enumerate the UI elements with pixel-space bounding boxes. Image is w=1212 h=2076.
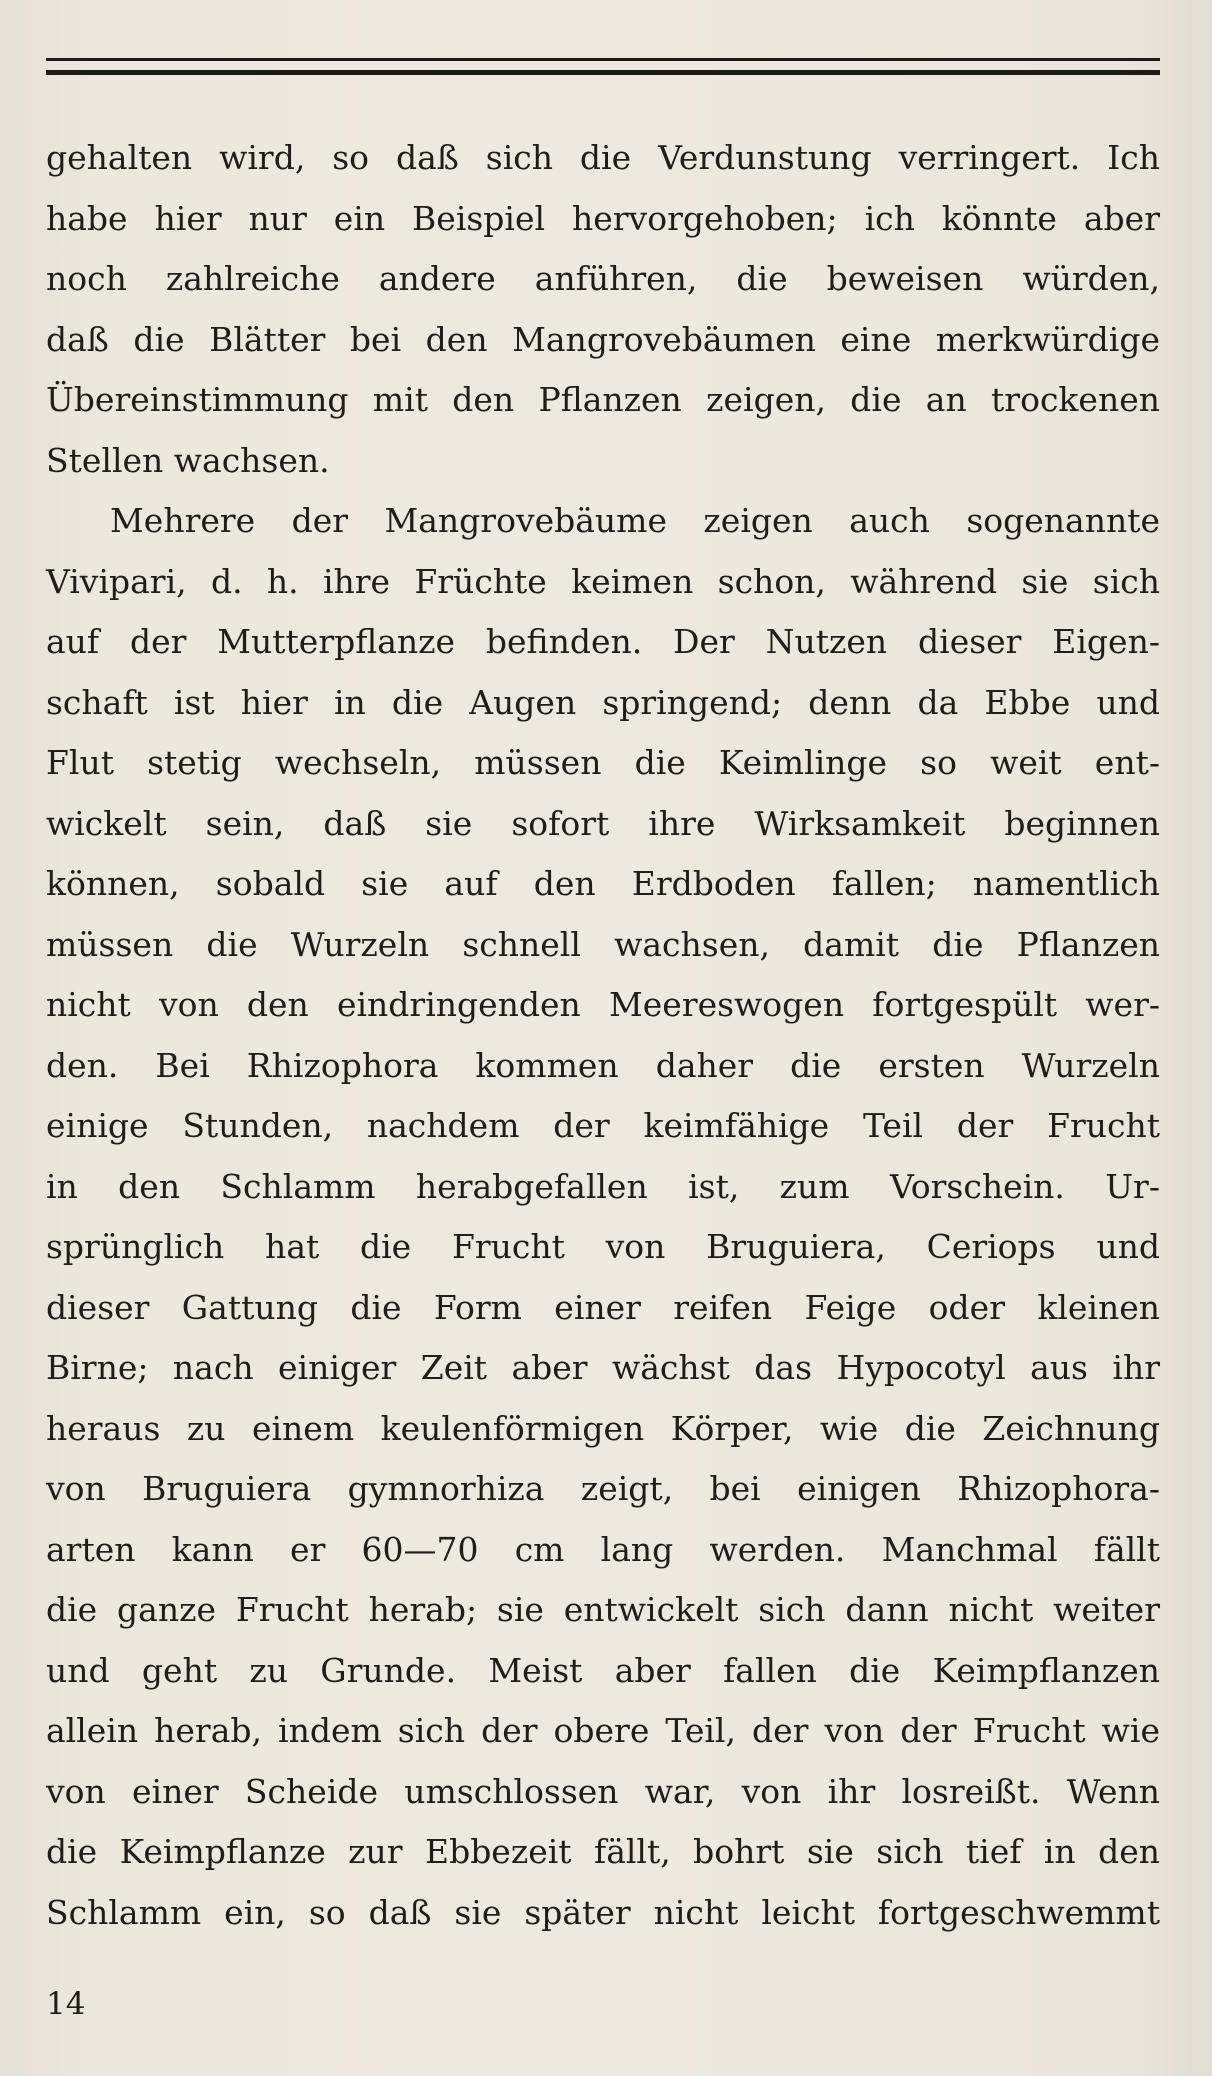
text-line: allein herab, indem sich der obere Teil, der von der Frucht wie	[46, 1711, 1160, 1750]
text-line: Schlamm ein, so daß sie später nicht leicht fortgeschwemmt	[46, 1892, 1160, 1932]
text-line: arten kann er 60—70 cm lang werden. Manchmal fällt	[46, 1529, 1160, 1569]
text-line: daß die Blätter bei den Mangrovebäumen eine merkwürdige	[46, 319, 1160, 359]
text-line: können, sobald sie auf den Erdboden fallen; namentlich	[46, 864, 1160, 903]
text-line: gehalten wird, so daß sich die Verdunstung verringert. Ich	[46, 138, 1160, 177]
text-line: Vivipari, d. h. ihre Früchte keimen schon, während sie sich	[46, 561, 1160, 601]
text-line: Stellen wachsen.	[46, 440, 330, 480]
text-line: von Bruguiera gymnorhiza zeigt, bei einigen Rhizophora-	[46, 1469, 1160, 1508]
text-line: in den Schlamm herabgefallen ist, zum Vorschein. Ur-	[46, 1166, 1160, 1206]
page-number: 14	[46, 1986, 86, 2022]
header-rule-top	[46, 58, 1160, 61]
text-line: die Keimpflanze zur Ebbezeit fällt, bohrt sie sich tief in den	[46, 1832, 1160, 1871]
text-line: Birne; nach einiger Zeit aber wächst das Hypocotyl aus ihr	[46, 1348, 1160, 1387]
text-line: den. Bei Rhizophora kommen daher die ersten Wurzeln	[46, 1045, 1160, 1085]
text-line: Mehrere der Mangrovebäume zeigen auch sogenannte	[110, 501, 1160, 540]
body-text	[46, 128, 1160, 1943]
text-line: müssen die Wurzeln schnell wachsen, damit die Pflanzen	[46, 924, 1160, 964]
text-line: und geht zu Grunde. Meist aber fallen die Keimpflanzen	[46, 1650, 1160, 1690]
text-line: Flut stetig wechseln, müssen die Keimlinge so weit ent-	[46, 743, 1160, 782]
text-line: von einer Scheide umschlossen war, von ihr losreißt. Wenn	[46, 1771, 1160, 1811]
text-line: auf der Mutterpflanze befinden. Der Nutzen dieser Eigen-	[46, 622, 1160, 661]
text-line: einige Stunden, nachdem der keimfähige Teil der Frucht	[46, 1106, 1160, 1145]
header-rule-bottom	[46, 70, 1160, 75]
text-line: sprünglich hat die Frucht von Bruguiera, Ceriops und	[46, 1227, 1160, 1266]
text-line: habe hier nur ein Beispiel hervorgehoben; ich könnte aber	[46, 198, 1160, 238]
text-line: Übereinstimmung mit den Pflanzen zeigen, die an trockenen	[46, 380, 1160, 419]
text-line: noch zahlreiche andere anführen, die beweisen würden,	[46, 259, 1160, 298]
text-line: dieser Gattung die Form einer reifen Feige oder kleinen	[46, 1287, 1160, 1327]
text-line: nicht von den eindringenden Meereswogen fortgespült wer-	[46, 985, 1160, 1024]
text-line: wickelt sein, daß sie sofort ihre Wirksamkeit beginnen	[46, 803, 1160, 843]
text-line: die ganze Frucht herab; sie entwickelt sich dann nicht weiter	[46, 1590, 1160, 1629]
text-line: schaft ist hier in die Augen springend; denn da Ebbe und	[46, 682, 1160, 722]
text-line: heraus zu einem keulenförmigen Körper, wie die Zeichnung	[46, 1408, 1160, 1448]
